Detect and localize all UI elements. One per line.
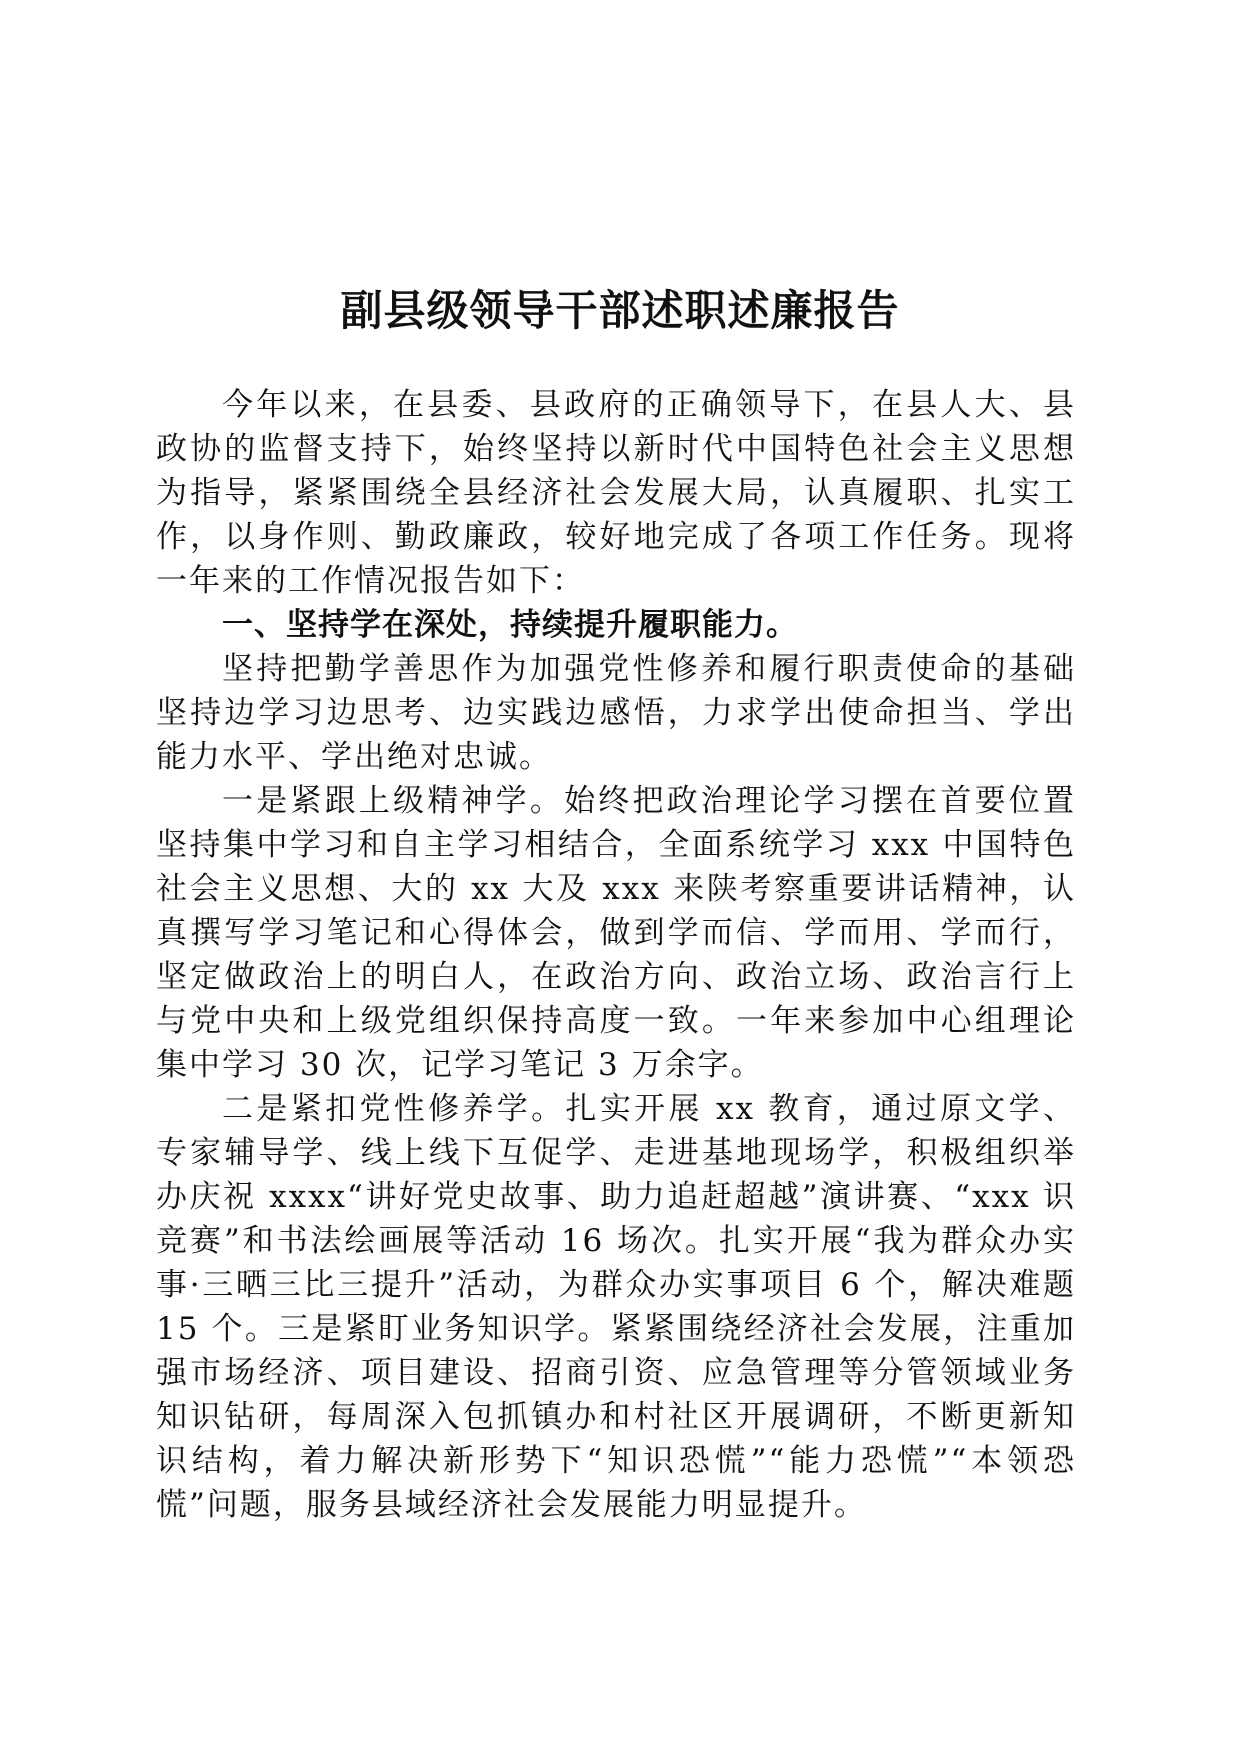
document-body <box>156 383 1076 1527</box>
intro-paragraph: 今年以来，在县委、县政府的正确领导下，在县人大、县政协的监督支持下，始终坚持以新时代中国特色社会主义思想为指导，紧紧围绕全县经济社会发展大局，认真履职、扎实工作，以身作则、勤政廉政，较好地完成了各项工作任务。现将一年来的工作情况报告如下： <box>156 387 1076 599</box>
section-heading-1: 一、坚持学在深处，持续提升履职能力。 <box>222 607 798 643</box>
study-item-2-paragraph: 二是紧扣党性修养学。扎实开展 xx 教育，通过原文学、专家辅导学、线上线下互促学、走进基地现场学，积极组织举办庆祝 xxxx“讲好党史故事、助力追赶超越”演讲赛、“xxx 识竞赛”和书法绘画展等活动 16 场次。扎实开展“我为群众办实事·三晒三比三提升”活动，为群众办实事项目 6 个，解决难题 15 个。三是紧盯业务知识学。紧紧围绕经济社会发展，注重加强市场经济、项目建设、招商引资、应急管理等分管领域业务知识钻研，每周深入包抓镇办和村社区开展调研，不断更新知识结构，着力解决新形势下“知识恐慌”“能力恐慌”“本领恐慌”问题，服务县域经济社会发展能力明显提升。 <box>156 1091 1076 1523</box>
study-item-1-paragraph: 一是紧跟上级精神学。始终把政治理论学习摆在首要位置坚持集中学习和自主学习相结合，全面系统学习 xxx 中国特色社会主义思想、大的 xx 大及 xxx 来陕考察重要讲话精神，认真撰写学习笔记和心得体会，做到学而信、学而用、学而行，坚定做政治上的明白人，在政治方向、政治立场、政治言行上与党中央和上级党组织保持高度一致。一年来参加中心组理论集中学习 30 次，记学习笔记 3 万余字。 <box>156 783 1077 1083</box>
document-title: 副县级领导干部述职述廉报告 <box>340 286 900 336</box>
section-1-summary-paragraph: 坚持把勤学善思作为加强党性修养和履行职责使命的基础坚持边学习边思考、边实践边感悟，力求学出使命担当、学出能力水平、学出绝对忠诚。 <box>156 651 1076 775</box>
